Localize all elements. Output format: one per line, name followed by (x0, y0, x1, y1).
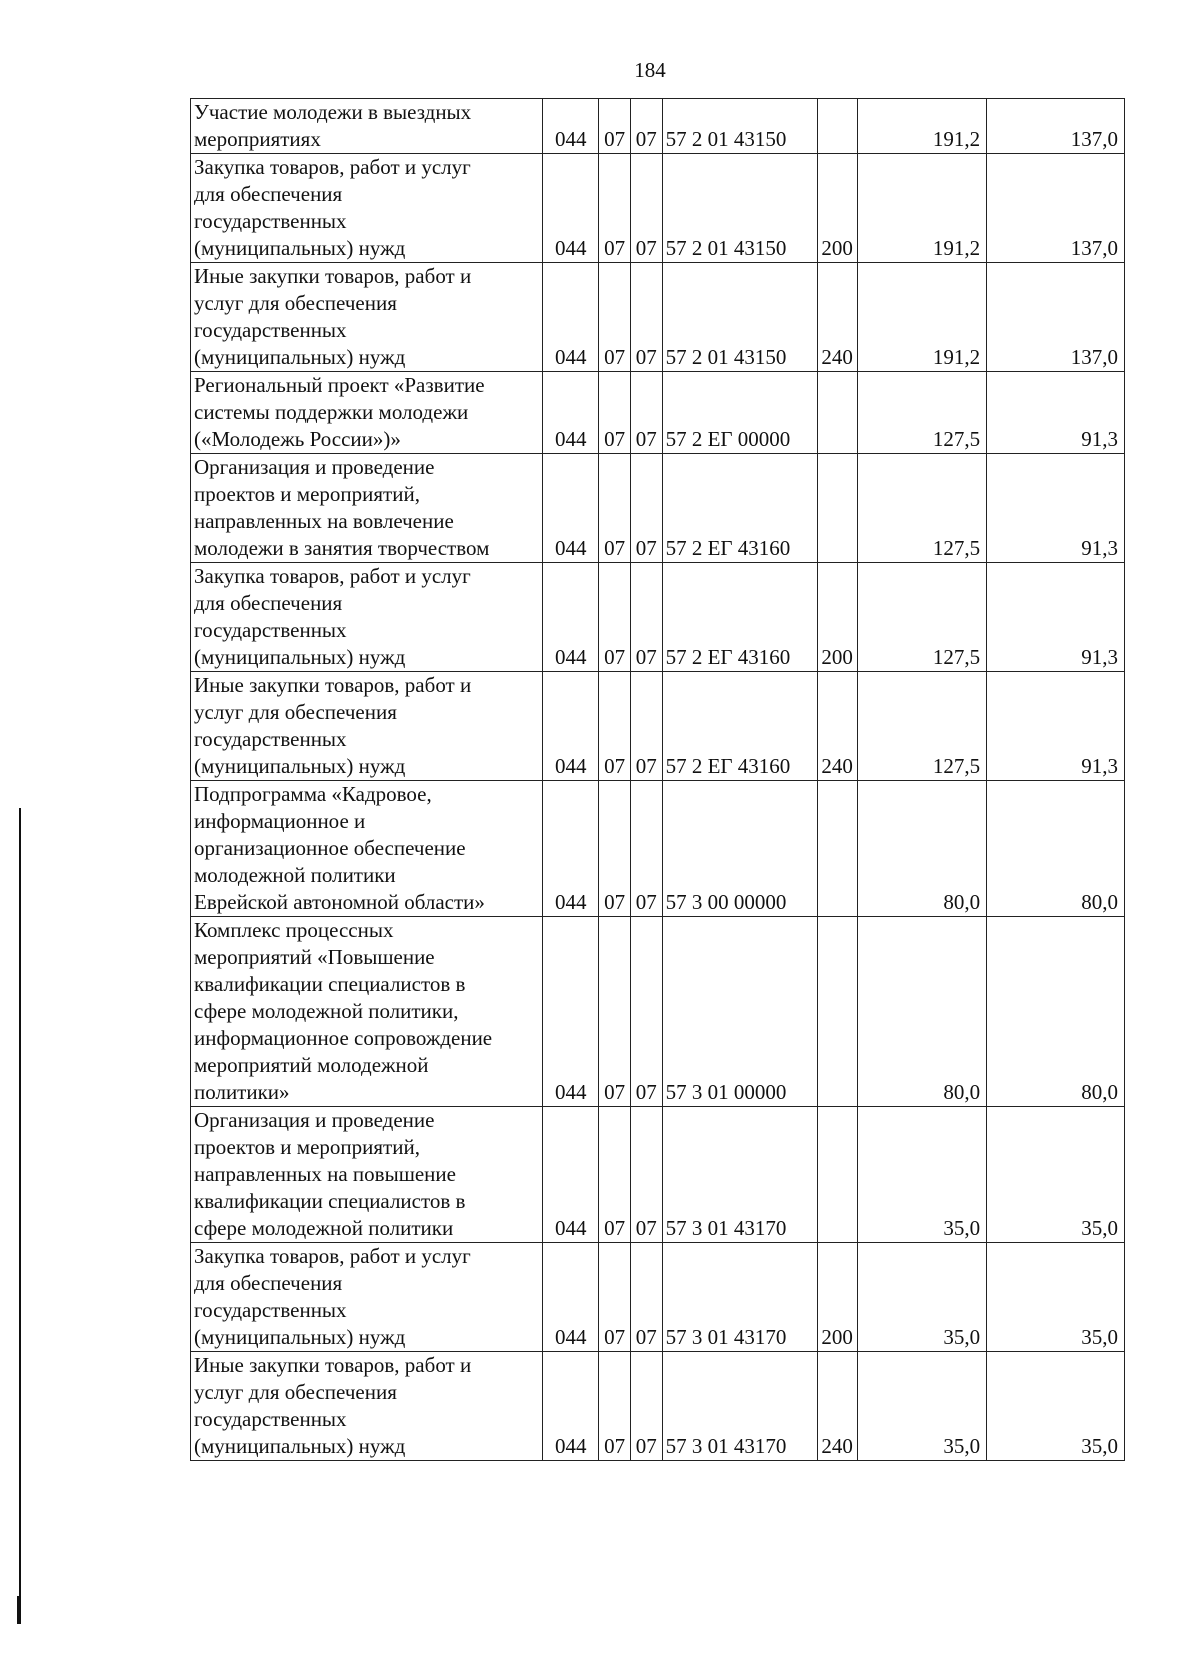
expense-type-cell (817, 781, 857, 917)
subsection-code-cell: 07 (630, 1243, 662, 1352)
amount-year-2-cell: 91,3 (987, 454, 1125, 563)
ministry-code-cell: 044 (543, 781, 599, 917)
expense-type-cell: 240 (817, 263, 857, 372)
amount-year-2-cell: 91,3 (987, 372, 1125, 454)
section-code-cell: 07 (599, 1243, 631, 1352)
target-article-cell: 57 2 01 43150 (662, 263, 817, 372)
item-name-cell (191, 263, 543, 372)
item-name-line: государственных (194, 1298, 347, 1322)
page-number: 184 (634, 58, 666, 82)
item-name-cell (191, 454, 543, 563)
table-row (191, 917, 1125, 1107)
item-name-line: системы поддержки молодежи (194, 400, 469, 424)
section-code-cell: 07 (599, 454, 631, 563)
item-name-line: для обеспечения (194, 1271, 343, 1295)
amount-year-1-cell: 35,0 (857, 1352, 987, 1461)
item-name-line: Комплекс процессных (194, 918, 394, 942)
amount-year-2-cell: 35,0 (987, 1243, 1125, 1352)
item-name-line: (муниципальных) нужд (194, 1325, 406, 1349)
table-row (191, 781, 1125, 917)
table-row (191, 1107, 1125, 1243)
amount-year-2-cell: 137,0 (987, 154, 1125, 263)
item-name-line: Подпрограмма «Кадровое, (194, 782, 432, 806)
expense-type-cell: 200 (817, 563, 857, 672)
item-name-line: квалификации специалистов в (194, 972, 466, 996)
amount-year-1-cell: 127,5 (857, 672, 987, 781)
expense-type-cell: 200 (817, 154, 857, 263)
target-article-cell: 57 3 01 43170 (662, 1243, 817, 1352)
subsection-code-cell: 07 (630, 263, 662, 372)
item-name-line: мероприятий молодежной (194, 1053, 429, 1077)
amount-year-1-cell: 127,5 (857, 454, 987, 563)
expense-type-cell (817, 372, 857, 454)
item-name-cell (191, 563, 543, 672)
item-name-cell (191, 672, 543, 781)
target-article-cell: 57 2 01 43150 (662, 154, 817, 263)
item-name-line: направленных на вовлечение (194, 509, 454, 533)
target-article-cell: 57 2 ЕГ 43160 (662, 672, 817, 781)
table-row (191, 1243, 1125, 1352)
item-name-cell (191, 1107, 543, 1243)
subsection-code-cell: 07 (630, 154, 662, 263)
expense-type-cell: 240 (817, 1352, 857, 1461)
item-name-cell (191, 99, 543, 154)
budget-table-body (191, 99, 1125, 1461)
table-row (191, 99, 1125, 154)
target-article-cell: 57 2 ЕГ 43160 (662, 454, 817, 563)
item-name-line: Организация и проведение (194, 455, 435, 479)
item-name-line: мероприятий «Повышение (194, 945, 435, 969)
amount-year-1-cell: 191,2 (857, 99, 987, 154)
section-code-cell: 07 (599, 563, 631, 672)
table-row (191, 154, 1125, 263)
item-name-line: государственных (194, 209, 347, 233)
amount-year-2-cell: 35,0 (987, 1352, 1125, 1461)
item-name-line: сфере молодежной политики (194, 1216, 454, 1240)
item-name-cell (191, 154, 543, 263)
expense-type-cell: 200 (817, 1243, 857, 1352)
table-row (191, 563, 1125, 672)
item-name-cell (191, 781, 543, 917)
item-name-line: (муниципальных) нужд (194, 1434, 406, 1458)
target-article-cell: 57 2 01 43150 (662, 99, 817, 154)
ministry-code-cell: 044 (543, 454, 599, 563)
item-name-line: информационное и (194, 809, 366, 833)
expense-type-cell (817, 454, 857, 563)
item-name-cell (191, 372, 543, 454)
subsection-code-cell: 07 (630, 672, 662, 781)
subsection-code-cell: 07 (630, 1352, 662, 1461)
item-name-line: сфере молодежной политики, (194, 999, 459, 1023)
expense-type-cell (817, 917, 857, 1107)
ministry-code-cell: 044 (543, 263, 599, 372)
amount-year-1-cell: 35,0 (857, 1243, 987, 1352)
item-name-line: молодежной политики (194, 863, 396, 887)
section-code-cell: 07 (599, 1107, 631, 1243)
expense-type-cell (817, 1107, 857, 1243)
amount-year-2-cell: 80,0 (987, 917, 1125, 1107)
item-name-line: проектов и мероприятий, (194, 1135, 420, 1159)
subsection-code-cell: 07 (630, 781, 662, 917)
ministry-code-cell: 044 (543, 672, 599, 781)
amount-year-1-cell: 80,0 (857, 917, 987, 1107)
amount-year-1-cell: 127,5 (857, 563, 987, 672)
ministry-code-cell: 044 (543, 917, 599, 1107)
section-code-cell: 07 (599, 917, 631, 1107)
section-code-cell: 07 (599, 263, 631, 372)
item-name-line: политики» (194, 1080, 290, 1104)
item-name-line: (муниципальных) нужд (194, 645, 406, 669)
item-name-cell (191, 1352, 543, 1461)
section-code-cell: 07 (599, 99, 631, 154)
section-code-cell: 07 (599, 1352, 631, 1461)
item-name-line: (муниципальных) нужд (194, 345, 406, 369)
item-name-line: Еврейской автономной области» (194, 890, 485, 914)
table-row (191, 672, 1125, 781)
section-code-cell: 07 (599, 781, 631, 917)
item-name-line: (муниципальных) нужд (194, 236, 406, 260)
ministry-code-cell: 044 (543, 99, 599, 154)
amount-year-2-cell: 91,3 (987, 672, 1125, 781)
amount-year-1-cell: 80,0 (857, 781, 987, 917)
ministry-code-cell: 044 (543, 1107, 599, 1243)
table-row (191, 1352, 1125, 1461)
target-article-cell: 57 3 01 43170 (662, 1107, 817, 1243)
item-name-line: государственных (194, 618, 347, 642)
target-article-cell: 57 2 ЕГ 43160 (662, 563, 817, 672)
subsection-code-cell: 07 (630, 563, 662, 672)
item-name-line: Закупка товаров, работ и услуг (194, 564, 471, 588)
ministry-code-cell: 044 (543, 372, 599, 454)
item-name-line: Участие молодежи в выездных (194, 100, 472, 124)
item-name-line: (муниципальных) нужд (194, 754, 406, 778)
section-code-cell: 07 (599, 372, 631, 454)
ministry-code-cell: 044 (543, 154, 599, 263)
table-row (191, 263, 1125, 372)
section-code-cell: 07 (599, 154, 631, 263)
item-name-line: Иные закупки товаров, работ и (194, 1353, 472, 1377)
item-name-line: Региональный проект «Развитие (194, 373, 485, 397)
item-name-line: государственных (194, 727, 347, 751)
target-article-cell: 57 3 01 00000 (662, 917, 817, 1107)
item-name-line: Иные закупки товаров, работ и (194, 673, 472, 697)
amount-year-2-cell: 91,3 (987, 563, 1125, 672)
subsection-code-cell: 07 (630, 372, 662, 454)
ministry-code-cell: 044 (543, 1243, 599, 1352)
table-row (191, 454, 1125, 563)
ministry-code-cell: 044 (543, 1352, 599, 1461)
item-name-line: услуг для обеспечения (194, 1380, 397, 1404)
amount-year-1-cell: 127,5 (857, 372, 987, 454)
subsection-code-cell: 07 (630, 99, 662, 154)
target-article-cell: 57 3 01 43170 (662, 1352, 817, 1461)
item-name-line: Закупка товаров, работ и услуг (194, 155, 471, 179)
subsection-code-cell: 07 (630, 917, 662, 1107)
item-name-line: Организация и проведение (194, 1108, 435, 1132)
item-name-line: квалификации специалистов в (194, 1189, 466, 1213)
binding-mark (17, 1596, 21, 1624)
item-name-line: государственных (194, 318, 347, 342)
item-name-line: для обеспечения (194, 182, 343, 206)
subsection-code-cell: 07 (630, 1107, 662, 1243)
item-name-line: услуг для обеспечения (194, 291, 397, 315)
item-name-line: мероприятиях (194, 127, 321, 151)
item-name-line: услуг для обеспечения (194, 700, 397, 724)
item-name-line: информационное сопровождение (194, 1026, 493, 1050)
target-article-cell: 57 3 00 00000 (662, 781, 817, 917)
amount-year-2-cell: 137,0 (987, 99, 1125, 154)
item-name-line: направленных на повышение (194, 1162, 456, 1186)
table-row (191, 372, 1125, 454)
amount-year-2-cell: 80,0 (987, 781, 1125, 917)
item-name-line: Иные закупки товаров, работ и (194, 264, 472, 288)
binding-rule (19, 808, 21, 1623)
amount-year-1-cell: 191,2 (857, 263, 987, 372)
amount-year-2-cell: 137,0 (987, 263, 1125, 372)
item-name-line: государственных (194, 1407, 347, 1431)
subsection-code-cell: 07 (630, 454, 662, 563)
section-code-cell: 07 (599, 672, 631, 781)
item-name-line: проектов и мероприятий, (194, 482, 420, 506)
expense-type-cell (817, 99, 857, 154)
target-article-cell: 57 2 ЕГ 00000 (662, 372, 817, 454)
item-name-line: молодежи в занятия творчеством (194, 536, 490, 560)
amount-year-2-cell: 35,0 (987, 1107, 1125, 1243)
amount-year-1-cell: 35,0 (857, 1107, 987, 1243)
item-name-line: для обеспечения (194, 591, 343, 615)
amount-year-1-cell: 191,2 (857, 154, 987, 263)
item-name-line: («Молодежь России»)» (194, 427, 401, 451)
ministry-code-cell: 044 (543, 563, 599, 672)
budget-table (190, 98, 1125, 1461)
expense-type-cell: 240 (817, 672, 857, 781)
item-name-cell (191, 917, 543, 1107)
item-name-line: Закупка товаров, работ и услуг (194, 1244, 471, 1268)
item-name-cell (191, 1243, 543, 1352)
item-name-line: организационное обеспечение (194, 836, 466, 860)
